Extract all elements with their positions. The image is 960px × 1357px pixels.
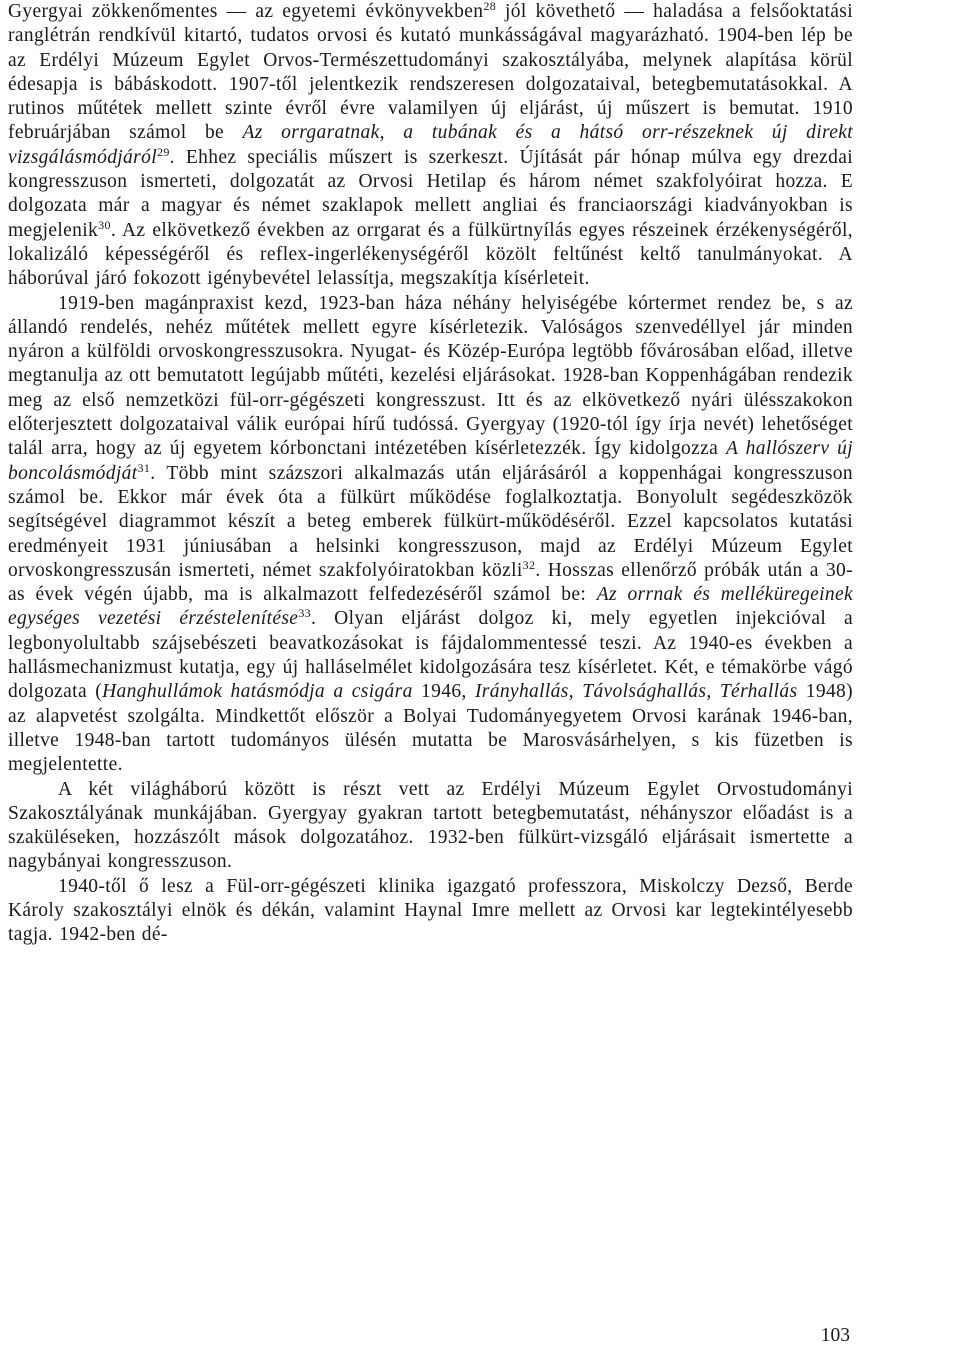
footnote-ref: 28 bbox=[483, 0, 497, 13]
footnote-ref: 31 bbox=[137, 460, 151, 475]
text-run: 1948) az alapvetést szolgálta. Mindkettőt először a Bolyai Tudományegyetem Orvosi karának 1946-ban, illetve 1948-ban tartott tudományos ülésén mutatta be Marosvásárhelyen, s kis füzetben is megjelentette. bbox=[8, 681, 853, 776]
text-run: jól követhető — haladása a felsőoktatási ranglétrán rendkívül kitartó, tudatos orvosi és kutató munkásságával magyarázható. 1904-ben lép be az Erdélyi Múzeum Egylet Orvos-Természettudományi szakosztályába, melynek alapítása körül édesapja is bábáskodott. 1907-től jelentkezik rendszeresen dolgozataival, betegbemutatásokkal. A rutinos műtétek mellett szinte évről évre valamilyen új eljárást, új műszert is bemutat. 1910 februárjában számol be bbox=[8, 1, 853, 144]
text-run: A két világháború között is részt vett az Erdélyi Múzeum Egylet Orvostudományi Szakosztályának munkájában. Gyergyay gyakran tartott betegbemutatást, néhányszor előadást is a szaküléseken, hozzászólt mások dolgozatához. 1932-ben fülkürt-vizsgáló eljárásait ismertette a nagybányai kongresszuson. bbox=[8, 778, 853, 873]
text-run: . Az elkövetkező években az orrgarat és a fülkürtnyílás egyes részeinek érzékenységéről, lokalizáló képességéről és reflex-ingerlékenységéről közölt feltűnést keltő tanulmányokat. A háborúval járó fokozott igénybevétel lelassítja, megszakítja kísérleteit. bbox=[8, 219, 853, 290]
paragraph bbox=[8, 292, 853, 778]
paragraph bbox=[8, 778, 853, 875]
text-run: . Ehhez speciális műszert is szerkeszt. Újítását pár hónap múlva egy drezdai kongresszuson ismerteti, dolgozatát az Orvosi Hetilap és három német szakfolyóirat hozza. E dolgozata már a magyar és német szaklapok mellett angliai és franciaországi kiadványokban is megjelenik bbox=[8, 146, 853, 241]
footnote-ref: 29 bbox=[156, 144, 170, 159]
paragraph bbox=[8, 875, 853, 948]
text-run: 1940-től ő lesz a Fül-orr-gégészeti klinika igazgató professzora, Miskolczy Dezső, Berde Károly szakosztályi elnök és dékán, valamint Haynal Imre mellett az Orvosi kar legtekintélyesebb tagja. 1942-ben dé- bbox=[8, 875, 853, 946]
text-run: . Olyan eljárást dolgoz ki, mely egyetlen injekcióval a legbonyolultabb szájsebészeti beavatkozásokat is fájdalommentessé teszi. Az 1940-es években a hallásmechanizmust kutatja, egy új halláselmélet kidolgozására tesz kísérletet. Két, e témakörbe vágó dolgozata ( bbox=[8, 608, 854, 703]
text-run: Gyergyai zökkenőmentes — az egyetemi évkönyvekben bbox=[8, 1, 484, 22]
paragraph bbox=[8, 0, 853, 292]
text-run: 1919-ben magánpraxist kezd, 1923-ban háza néhány helyiségébe kórtermet rendez be, s az állandó rendelés, nehéz műtétek mellett egyre kísérletezik. Valóságos szenvedéllyel jár minden nyáron a külföldi orvoskongresszusokra. Nyugat- és Közép-Európa legtöbb fővárosában előad, illetve megtanulja az ott bemutatott legújabb műtéti, kezelési eljárásokat. 1928-ban Koppenhágában rendezik meg az első nemzetközi fül-orr-gégészeti kongresszust. Itt és az elkövetkező nyári ülésszakokon előterjesztett dolgozataival válik európai hírű tudóssá. Gyergyay (1920-tól így írja nevét) lehetőséget talál arra, hogy az új egyetem kórbonctani intézetében kísérletezzék. Így kidolgozza bbox=[8, 292, 853, 460]
footnote-ref: 30 bbox=[98, 217, 111, 232]
footnote-ref: 33 bbox=[298, 606, 312, 621]
footnote-ref: 32 bbox=[522, 557, 536, 572]
italic-title: A hallószerv új boncolásmódját bbox=[8, 438, 853, 484]
text-run: . Hosszas ellenőrző próbák után a 30-as évek végén újabb, ma is alkalmazott felfedezéséről számol be: bbox=[8, 559, 853, 606]
italic-title: Az orrnak és melléküregeinek egységes vezetési érzéstelenítése bbox=[8, 584, 853, 630]
italic-title: Irányhallás, Távolsághallás, Térhallás bbox=[474, 681, 798, 703]
page-number: 103 bbox=[820, 1325, 850, 1346]
italic-title: Hanghullámok hatásmódja a csigára bbox=[102, 681, 413, 703]
page-body bbox=[8, 0, 853, 948]
text-run: 1946, bbox=[412, 681, 475, 703]
italic-title: Az orrgaratnak, a tubának és a hátsó orr-részeknek új direkt vizsgálásmódjáról bbox=[8, 122, 853, 168]
text-run: . Több mint százszori alkalmazás után eljárásáról a koppenhágai kongresszuson számol be. Ekkor már évek óta a fülkürt működése foglalkoztatja. Bonyolult segédeszközök segítségével diagrammot készít a beteg emberek fülkürt-működéséről. Ezzel kapcsolatos kutatási eredményeit 1931 júniusában a helsinki kongresszuson, majd az Erdélyi Múzeum Egylet orvoskongresszusán ismerteti, német szakfolyóiratokban közli bbox=[8, 462, 853, 581]
